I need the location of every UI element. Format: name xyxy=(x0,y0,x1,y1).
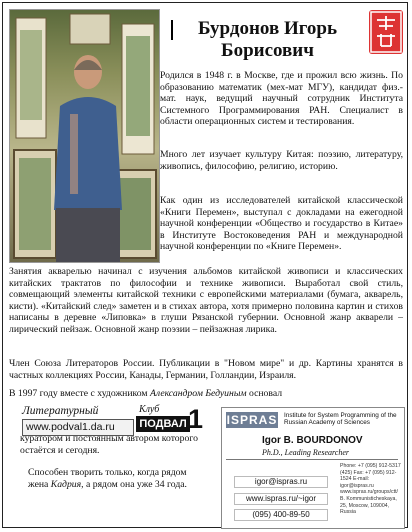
bio-paragraph-birth: Родился в 1948 г. в Москве, где и прожил всю жизнь. По образованию математик (мех-мат МГУ), кандидат физ.-мат. наук, ведущий научный сотрудник Института Системного Программирования РАН. Специалист в области операционных систем и тестирования. xyxy=(160,70,403,128)
podval-logo xyxy=(136,404,206,434)
bio-paragraph-curator: куратором и постоянным автором которого остаётся и сегодня. xyxy=(20,433,198,456)
card-website[interactable]: www.ispras.ru/~igor xyxy=(234,493,328,505)
author-name xyxy=(175,18,360,62)
institute-name: Institute for System Programming of the Russian Academy of Sciences xyxy=(284,412,397,427)
bio-paragraph-wife xyxy=(28,467,208,490)
bio-paragraph-membership: Член Союза Литераторов России. Публикации в "Новом мире" и др. Картины хранятся в частных коллекциях России, Канады, Германии, Голландии, Израиля. xyxy=(9,358,403,381)
author-photo xyxy=(9,9,160,263)
founded-prefix: В 1997 году вместе с художником xyxy=(9,388,150,399)
ispras-logo: ISPRAS xyxy=(226,413,278,427)
name-line-1: Бурдонов Игорь xyxy=(197,18,338,39)
bio-paragraph-research: Как один из исследователей китайской классической «Книги Перемен», выступал с докладами на ежегодной научной конференции «Общество и государство в Китае» в Институте Востоковедения РАН и международной научной конференции по «Книге Перемен». xyxy=(160,195,403,253)
wife-suffix: , а рядом она уже 34 года. xyxy=(81,478,187,490)
card-person-name: Igor B. BOURDONOV xyxy=(262,435,363,446)
bio-paragraph-watercolor: Занятия акварелью начинал с изучения альбомов китайской живописи и классических китайских трактатов по философии и технике живописи. Выработал свой стиль, совмещающий элементы китайской техники с европейскими материалами (бумага, акварель, кисти). «Китайский след» заметен и в стихах автора, хотя примерно половина картин и стихов написаны в деревне «Липовка» в глуши Рязанской губернии. Основной жанр акварели – лирический пейзаж. Основной жанр поэзии – пейзажная лирика. xyxy=(9,266,403,335)
artist-name: Александром Бедуиным xyxy=(149,388,247,399)
name-line-2: Борисович xyxy=(221,40,314,61)
klub-label: Клуб xyxy=(139,404,160,415)
business-card xyxy=(221,407,405,529)
card-person-title: Ph.D., Leading Researcher xyxy=(262,448,350,457)
literary-club-banner xyxy=(10,405,212,435)
bio-paragraph-founded xyxy=(9,388,403,400)
card-contacts: Phone: +7 (095) 912-5317 (425) Fax: +7 (095) 912-1524 E-mail: igor@ispras.ru www.ispras.ru/groups/ctt/ B. Kommunisticheskaya, 25, Moscow, 109004, Russia xyxy=(340,463,401,516)
wife-prefix: Способен творить только, когда рядом жена xyxy=(28,467,187,490)
literary-label: Литературный xyxy=(22,405,99,417)
founded-suffix: основал xyxy=(246,388,283,399)
card-divider xyxy=(226,459,398,460)
heading-bar xyxy=(171,20,173,40)
club-url-link[interactable]: www.podval1.da.ru xyxy=(26,421,115,433)
bio-paragraph-interests: Много лет изучает культуру Китая: поэзию, литературу, живопись, философию, религию, историю. xyxy=(160,149,403,172)
podval-label: ПОДВАЛ xyxy=(136,416,190,432)
wife-name: Кадрия xyxy=(50,478,82,490)
podval-number: 1 xyxy=(188,404,204,434)
chinese-seal-logo xyxy=(369,10,403,54)
card-phone: (095) 400-89-50 xyxy=(234,509,328,521)
card-email[interactable]: igor@ispras.ru xyxy=(234,476,328,488)
